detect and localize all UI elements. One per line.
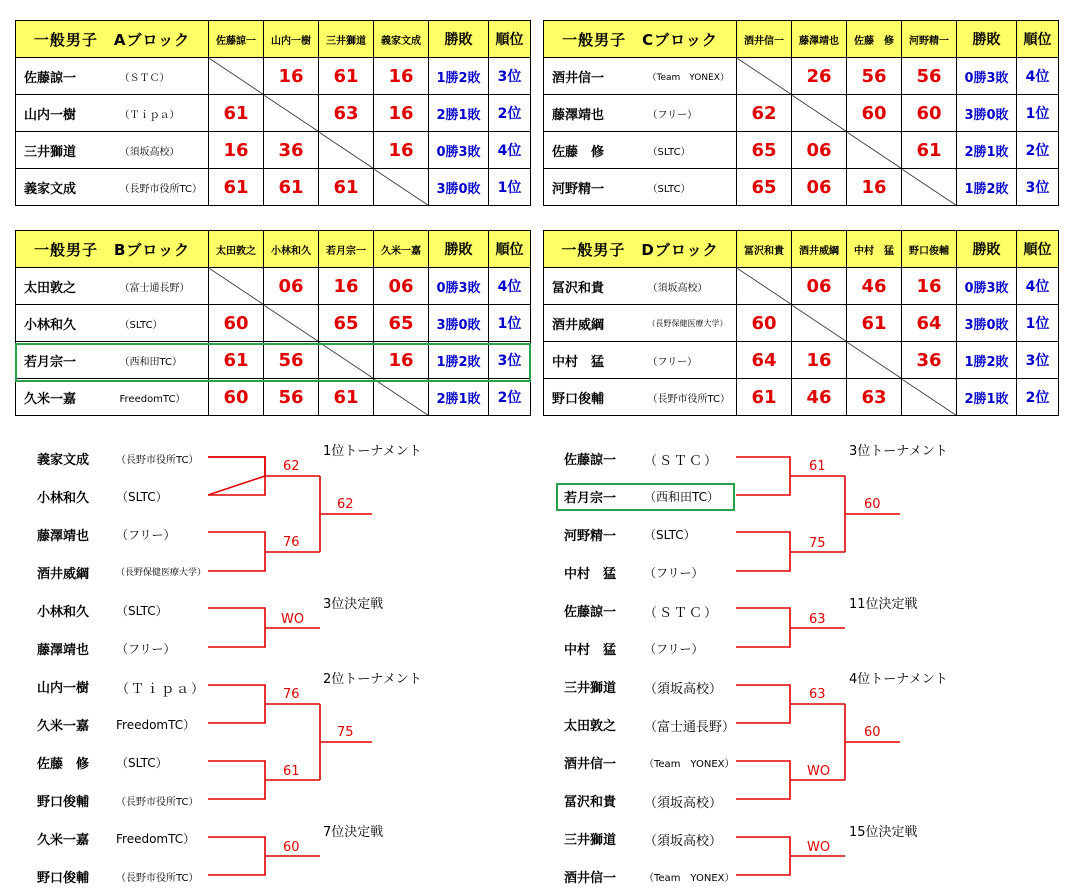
tournament-title: 4位トーナメント <box>849 672 948 687</box>
score-cell: 61 <box>902 132 957 169</box>
player-name: 太田敦之 <box>16 268 114 305</box>
bracket-player-name: 佐藤諒一 <box>564 605 617 620</box>
score-cell: 63 <box>319 95 374 132</box>
wl-header: 勝敗 <box>429 231 489 268</box>
win-loss-cell: 2勝1敗 <box>429 379 489 416</box>
rank-cell: 1位 <box>489 169 531 206</box>
player-club: （長野保健医療大学） <box>642 305 737 342</box>
win-loss-cell: 1勝2敗 <box>429 342 489 379</box>
score-cell: 61 <box>737 379 792 416</box>
bracket-player-club: （SLTC） <box>116 490 168 504</box>
bracket-player-name: 野口俊輔 <box>37 795 90 810</box>
bracket-player-club: （SLTC） <box>644 528 696 542</box>
win-loss-cell: 3勝0敗 <box>957 305 1017 342</box>
bracket-player-name: 冨沢和貴 <box>564 795 617 810</box>
bracket-player-name: 小林和久 <box>37 491 90 506</box>
score-cell: 16 <box>792 342 847 379</box>
bracket-player-club: （富士通長野） <box>644 720 736 735</box>
bracket-score: 62 <box>337 497 354 512</box>
win-loss-cell: 2勝1敗 <box>957 379 1017 416</box>
score-cell: 16 <box>902 268 957 305</box>
tournament-title: 3位決定戦 <box>323 597 384 612</box>
win-loss-cell: 2勝1敗 <box>957 132 1017 169</box>
player-name: 久米一嘉 <box>16 379 114 416</box>
win-loss-cell: 0勝3敗 <box>429 268 489 305</box>
rank-cell: 4位 <box>489 268 531 305</box>
opponent-header: 若月宗一 <box>319 231 374 268</box>
rank-cell: 1位 <box>489 305 531 342</box>
rank-cell: 4位 <box>1017 58 1059 95</box>
bracket-player-club: （SLTC） <box>116 756 168 770</box>
score-cell: 06 <box>264 268 319 305</box>
opponent-header: 三井獅道 <box>319 21 374 58</box>
player-name: 冨沢和貴 <box>544 268 642 305</box>
bracket-player-name: 酒井信一 <box>564 757 617 772</box>
player-club: （フリー） <box>642 95 737 132</box>
rank-cell: 2位 <box>489 95 531 132</box>
opponent-header: 佐藤諒一 <box>209 21 264 58</box>
score-cell: 65 <box>737 169 792 206</box>
score-cell: 56 <box>264 342 319 379</box>
opponent-header: 酒井威綱 <box>792 231 847 268</box>
bracket-score: 60 <box>864 497 881 512</box>
bracket-player-name: 小林和久 <box>37 605 90 620</box>
bracket-player-club: （Team YONEX） <box>644 873 735 884</box>
score-cell: 16 <box>374 58 429 95</box>
score-cell: 61 <box>319 169 374 206</box>
player-name: 義家文成 <box>16 169 114 206</box>
tournament-title: 15位決定戦 <box>849 825 918 840</box>
bracket-score: WO <box>281 612 305 627</box>
score-cell: 16 <box>209 132 264 169</box>
rank-cell: 3位 <box>1017 342 1059 379</box>
bracket-player-name: 三井獅道 <box>564 833 617 848</box>
score-cell: 46 <box>792 379 847 416</box>
score-cell: 16 <box>847 169 902 206</box>
opponent-header: 義家文成 <box>374 21 429 58</box>
rank-cell: 3位 <box>489 58 531 95</box>
win-loss-cell: 0勝3敗 <box>429 132 489 169</box>
wl-header: 勝敗 <box>957 231 1017 268</box>
score-cell: 26 <box>792 58 847 95</box>
bracket-player-club: FreedomTC） <box>116 718 196 732</box>
win-loss-cell: 3勝0敗 <box>957 95 1017 132</box>
win-loss-cell: 1勝2敗 <box>429 58 489 95</box>
bracket-player-name: 久米一嘉 <box>37 833 90 848</box>
rank-header: 順位 <box>489 21 531 58</box>
score-cell: 16 <box>374 342 429 379</box>
bracket-player-club: （長野市役所TC） <box>116 455 199 466</box>
player-name: 佐藤諒一 <box>16 58 114 95</box>
score-cell: 46 <box>847 268 902 305</box>
score-cell: 61 <box>209 95 264 132</box>
rank-cell: 1位 <box>1017 305 1059 342</box>
tournament-title: 11位決定戦 <box>849 597 918 612</box>
bracket-score: 61 <box>809 459 826 474</box>
score-cell: 63 <box>847 379 902 416</box>
player-club: （ＳＴＣ） <box>114 58 209 95</box>
tournament-title: 2位トーナメント <box>323 672 422 687</box>
player-name: 小林和久 <box>16 305 114 342</box>
bracket-player-name: 河野精一 <box>564 529 617 544</box>
win-loss-cell: 0勝3敗 <box>957 58 1017 95</box>
player-name: 佐藤 修 <box>544 132 642 169</box>
score-cell: 56 <box>264 379 319 416</box>
player-club: （SLTC） <box>642 132 737 169</box>
bracket-player-club: FreedomTC） <box>116 832 196 846</box>
opponent-header: 野口俊輔 <box>902 231 957 268</box>
win-loss-cell: 2勝1敗 <box>429 95 489 132</box>
bracket-player-name: 藤澤靖也 <box>37 529 90 544</box>
player-name: 野口俊輔 <box>544 379 642 416</box>
player-name: 中村 猛 <box>544 342 642 379</box>
bracket-player-name: 野口俊輔 <box>37 871 90 886</box>
bracket-player-club: （ＳＴＣ） <box>644 454 720 469</box>
score-cell: 61 <box>209 342 264 379</box>
rank-header: 順位 <box>489 231 531 268</box>
score-cell: 65 <box>319 305 374 342</box>
opponent-header: 佐藤 修 <box>847 21 902 58</box>
tournament-title: 1位トーナメント <box>323 444 422 459</box>
bracket-player-club: （西和田TC） <box>644 490 720 504</box>
score-cell: 64 <box>737 342 792 379</box>
player-club: （SLTC） <box>642 169 737 206</box>
bracket-player-club: （SLTC） <box>116 604 168 618</box>
score-cell: 06 <box>792 132 847 169</box>
bracket-player-name: 若月宗一 <box>564 491 617 506</box>
bracket-player-name: 藤澤靖也 <box>37 643 90 658</box>
opponent-header: 小林和久 <box>264 231 319 268</box>
bracket-player-club: （Team YONEX） <box>644 759 735 770</box>
score-cell: 06 <box>792 169 847 206</box>
player-club: （SLTC） <box>114 305 209 342</box>
opponent-header: 山内一樹 <box>264 21 319 58</box>
bracket-player-club: （長野市役所TC） <box>116 873 199 884</box>
rank-cell: 2位 <box>1017 132 1059 169</box>
bracket-score: 60 <box>283 840 300 855</box>
score-cell: 56 <box>847 58 902 95</box>
bracket-player-club: （須坂高校） <box>644 682 723 697</box>
rank-cell: 3位 <box>1017 169 1059 206</box>
opponent-header: 河野精一 <box>902 21 957 58</box>
bracket-player-name: 山内一樹 <box>37 681 90 696</box>
bracket-score: 63 <box>809 612 826 627</box>
opponent-header: 藤澤靖也 <box>792 21 847 58</box>
score-cell: 65 <box>737 132 792 169</box>
bracket-score: WO <box>807 764 831 779</box>
tournament-title: 7位決定戦 <box>323 825 384 840</box>
wl-header: 勝敗 <box>957 21 1017 58</box>
player-name: 藤澤靖也 <box>544 95 642 132</box>
score-cell: 36 <box>264 132 319 169</box>
player-name: 酒井信一 <box>544 58 642 95</box>
score-cell: 65 <box>374 305 429 342</box>
bracket-player-club: （長野市役所TC） <box>116 797 199 808</box>
bracket-player-name: 中村 猛 <box>564 567 617 582</box>
rank-cell: 2位 <box>1017 379 1059 416</box>
tournament-title: 3位トーナメント <box>849 444 948 459</box>
bracket-score: 63 <box>809 687 826 702</box>
bracket-player-club: （長野保健医療大学） <box>116 568 207 578</box>
bracket-score: 76 <box>283 535 300 550</box>
bracket-player-club: （フリー） <box>644 642 704 656</box>
player-club: （フリー） <box>642 342 737 379</box>
score-cell: 06 <box>374 268 429 305</box>
bracket-player-name: 酒井威綱 <box>37 567 90 582</box>
score-cell: 61 <box>319 379 374 416</box>
score-cell: 61 <box>209 169 264 206</box>
bracket-score: 75 <box>337 725 354 740</box>
rank-cell: 1位 <box>1017 95 1059 132</box>
score-cell: 16 <box>374 132 429 169</box>
player-club: （西和田TC） <box>114 342 209 379</box>
player-name: 若月宗一 <box>16 342 114 379</box>
rank-cell: 4位 <box>1017 268 1059 305</box>
player-club: FreedomTC） <box>114 379 209 416</box>
bracket-player-name: 三井獅道 <box>564 681 617 696</box>
bracket-player-club: （フリー） <box>644 566 704 580</box>
score-cell: 60 <box>209 305 264 342</box>
score-cell: 61 <box>264 169 319 206</box>
score-cell: 06 <box>792 268 847 305</box>
opponent-header: 中村 猛 <box>847 231 902 268</box>
block-c-title: 一般男子 Cブロック <box>544 21 737 58</box>
bracket-player-name: 太田敦之 <box>564 719 617 734</box>
score-cell: 16 <box>264 58 319 95</box>
win-loss-cell: 3勝0敗 <box>429 169 489 206</box>
score-cell: 60 <box>902 95 957 132</box>
score-cell: 62 <box>737 95 792 132</box>
bracket-score: WO <box>807 840 831 855</box>
bracket-player-name: 佐藤諒一 <box>564 453 617 468</box>
player-name: 山内一樹 <box>16 95 114 132</box>
player-name: 三井獅道 <box>16 132 114 169</box>
player-club: （富士通長野） <box>114 268 209 305</box>
bracket-player-club: （Ｔｉｐａ） <box>116 682 207 697</box>
rank-cell: 4位 <box>489 132 531 169</box>
score-cell: 56 <box>902 58 957 95</box>
player-club: （長野市役所TC） <box>642 379 737 416</box>
win-loss-cell: 3勝0敗 <box>429 305 489 342</box>
player-club: （須坂高校） <box>642 268 737 305</box>
block-a-title: 一般男子 Aブロック <box>16 21 209 58</box>
bracket-score: 61 <box>283 764 300 779</box>
bracket-player-club: （須坂高校） <box>644 834 723 849</box>
wl-header: 勝敗 <box>429 21 489 58</box>
opponent-header: 太田敦之 <box>209 231 264 268</box>
player-name: 酒井威綱 <box>544 305 642 342</box>
bracket-player-name: 酒井信一 <box>564 871 617 886</box>
bracket-score: 60 <box>864 725 881 740</box>
score-cell: 61 <box>847 305 902 342</box>
score-cell: 60 <box>209 379 264 416</box>
opponent-header: 酒井信一 <box>737 21 792 58</box>
bracket-score: 62 <box>283 459 300 474</box>
bracket-player-club: （フリー） <box>116 528 176 542</box>
win-loss-cell: 1勝2敗 <box>957 169 1017 206</box>
block-d-title: 一般男子 Dブロック <box>544 231 737 268</box>
player-club: （Team YONEX） <box>642 58 737 95</box>
rank-header: 順位 <box>1017 21 1059 58</box>
bracket-player-name: 中村 猛 <box>564 643 617 658</box>
bracket-score: 76 <box>283 687 300 702</box>
bracket-player-club: （フリー） <box>116 642 176 656</box>
rank-cell: 2位 <box>489 379 531 416</box>
player-club: （Ｔｉｐａ） <box>114 95 209 132</box>
score-cell: 60 <box>847 95 902 132</box>
score-cell: 16 <box>319 268 374 305</box>
score-cell: 61 <box>319 58 374 95</box>
opponent-header: 久米一嘉 <box>374 231 429 268</box>
score-cell: 64 <box>902 305 957 342</box>
score-cell: 36 <box>902 342 957 379</box>
opponent-header: 冨沢和貴 <box>737 231 792 268</box>
bracket-player-club: （ＳＴＣ） <box>644 606 720 621</box>
player-name: 河野精一 <box>544 169 642 206</box>
rank-header: 順位 <box>1017 231 1059 268</box>
score-cell: 60 <box>737 305 792 342</box>
win-loss-cell: 0勝3敗 <box>957 268 1017 305</box>
player-club: （長野市役所TC） <box>114 169 209 206</box>
bracket-player-name: 久米一嘉 <box>37 719 90 734</box>
bracket-player-club: （須坂高校） <box>644 796 723 811</box>
bracket-player-name: 義家文成 <box>37 453 90 468</box>
win-loss-cell: 1勝2敗 <box>957 342 1017 379</box>
score-cell: 16 <box>374 95 429 132</box>
block-b-title: 一般男子 Bブロック <box>16 231 209 268</box>
rank-cell: 3位 <box>489 342 531 379</box>
player-club: （須坂高校） <box>114 132 209 169</box>
bracket-score: 75 <box>809 536 826 551</box>
bracket-player-name: 佐藤 修 <box>37 757 90 772</box>
